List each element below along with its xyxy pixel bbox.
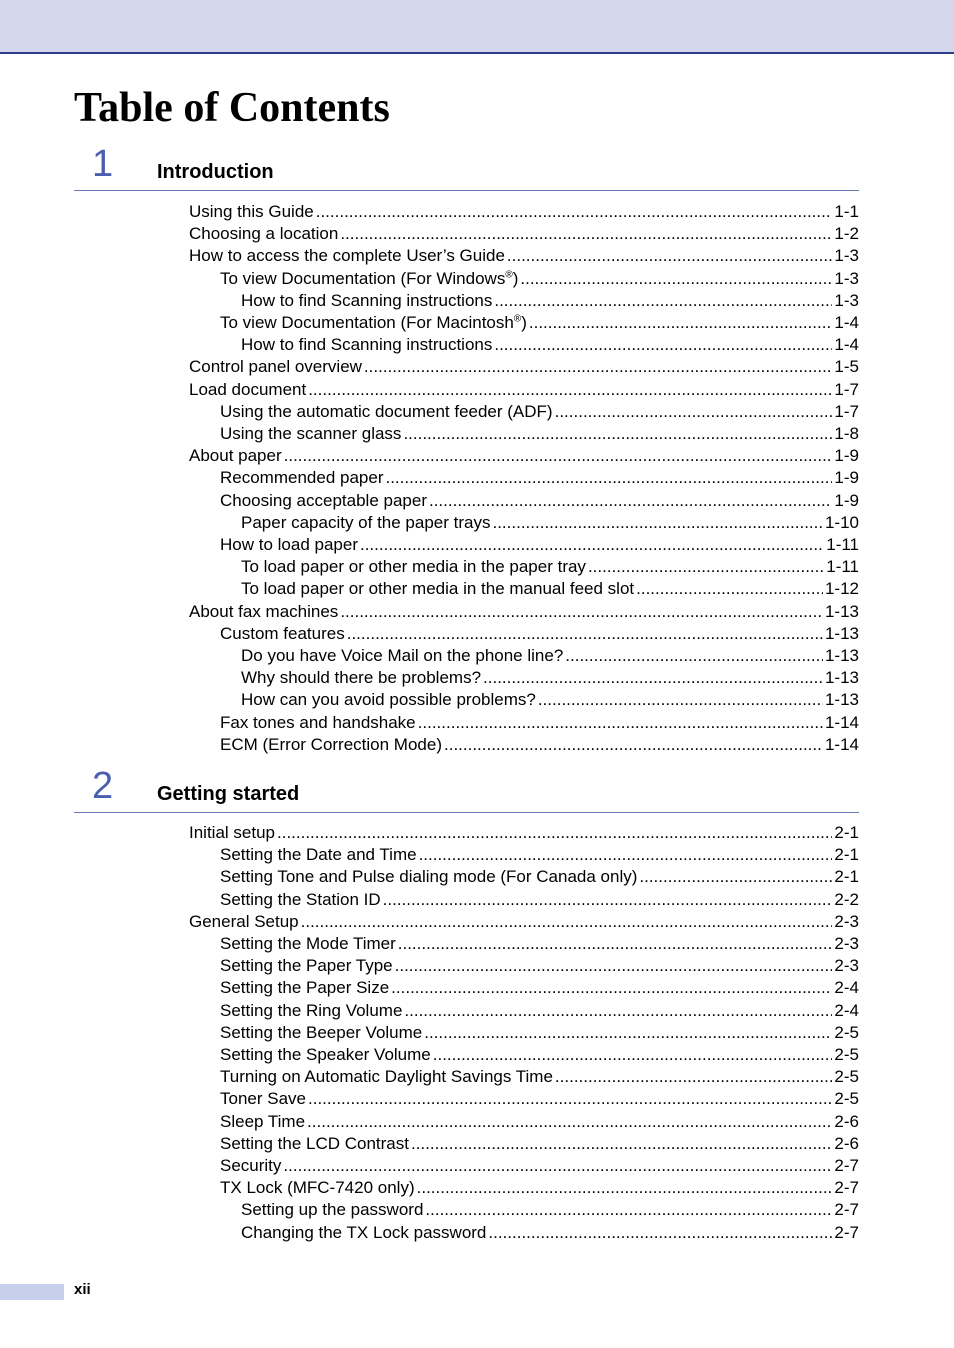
header-band	[0, 0, 954, 54]
toc-entry-title	[220, 866, 637, 888]
toc-entry[interactable]	[220, 889, 859, 911]
toc-entry[interactable]	[189, 379, 859, 401]
dot-leader	[507, 245, 833, 267]
dot-leader	[483, 667, 823, 689]
toc-entry-title	[220, 490, 427, 512]
toc-entry[interactable]	[220, 1133, 859, 1155]
toc-entry-page: 1-9	[834, 490, 859, 510]
toc-entry[interactable]	[220, 1177, 859, 1199]
toc-entry-text: Using the automatic document feeder (ADF)	[220, 401, 553, 421]
toc-entry-title	[220, 312, 527, 334]
page-number: xii	[74, 1281, 91, 1298]
toc-entry-title	[220, 1044, 431, 1066]
toc-entry-title	[220, 1022, 422, 1044]
toc-entry-page: 2-5	[834, 1045, 859, 1064]
toc-entry-text-tail: )	[512, 268, 519, 288]
toc-entry[interactable]	[241, 689, 859, 711]
toc-entry[interactable]	[220, 1088, 859, 1110]
toc-entry-text: Setting Tone and Pulse dialing mode (For Canada only)	[220, 867, 638, 887]
toc-entry-page: 1-11	[826, 535, 859, 554]
toc-entry-title	[220, 423, 401, 445]
toc-entry-text: Changing the TX Lock password	[241, 1222, 487, 1242]
toc-entry-title	[189, 445, 282, 467]
toc-entry-page: 1-1	[834, 202, 859, 221]
toc-entry-title	[220, 712, 416, 734]
toc-entry-text: Choosing a location	[189, 224, 339, 244]
toc-entry-title	[189, 379, 306, 401]
dot-leader	[555, 1066, 833, 1088]
toc-entry-page: 2-5	[834, 1089, 859, 1109]
chapter-number: 1	[92, 143, 114, 185]
toc-entry[interactable]	[220, 1022, 859, 1044]
toc-entry-text: Setting the Ring Volume	[220, 1000, 403, 1020]
toc-entry-page: 1-7	[834, 401, 859, 421]
toc-entry-page: 1-2	[834, 224, 859, 244]
dot-leader	[360, 534, 824, 556]
toc-entry-page: 1-3	[834, 290, 859, 310]
dot-leader	[492, 512, 822, 534]
toc-entry[interactable]	[220, 423, 859, 445]
dot-leader	[340, 223, 832, 245]
toc-entry-text: Setting the Paper Type	[220, 956, 393, 976]
toc-entry[interactable]	[220, 933, 859, 955]
toc-entry-page: 1-11	[826, 557, 859, 577]
toc-entry-title	[220, 1133, 409, 1155]
toc-entry-page: 2-5	[834, 1022, 859, 1042]
toc-entry-title	[241, 578, 634, 600]
toc-entry-page: 2-1	[834, 845, 859, 865]
toc-entry-text: Sleep Time	[220, 1111, 306, 1131]
toc-entry[interactable]	[220, 712, 859, 734]
toc-entry-text: To load paper or other media in the manual feed slot	[241, 579, 635, 599]
dot-leader	[383, 889, 833, 911]
dot-leader	[433, 1044, 833, 1066]
chapter-title: Getting started	[157, 783, 300, 805]
toc-entry[interactable]	[241, 290, 859, 312]
toc-entry-text: How to access the complete User’s Guide	[189, 246, 505, 266]
toc-entry-page: 2-4	[834, 1000, 859, 1020]
toc-entry-title	[241, 290, 492, 312]
toc-entry-text: Setting the Beeper Volume	[220, 1022, 423, 1042]
toc-entry[interactable]	[220, 1111, 859, 1133]
toc-entry-page: 1-14	[824, 734, 859, 754]
toc-entry[interactable]	[220, 734, 859, 756]
dot-leader	[404, 1000, 832, 1022]
toc-entry-title	[220, 1177, 415, 1199]
toc-entry-text: Initial setup	[189, 823, 275, 842]
dot-leader	[636, 578, 823, 600]
toc-entry-title	[189, 201, 314, 223]
dot-leader	[347, 623, 823, 645]
dot-leader	[419, 844, 833, 866]
toc-entry-title	[241, 667, 481, 689]
registered-mark: ®	[513, 313, 522, 325]
toc-entry-page: 1-13	[824, 668, 859, 688]
toc-entry-page: 1-10	[824, 512, 859, 532]
toc-entry[interactable]	[220, 977, 859, 999]
dot-leader	[424, 1022, 832, 1044]
toc-entry-text-tail: )	[521, 313, 527, 332]
toc-entry-text: To view Documentation (For Macintosh	[220, 313, 514, 332]
toc-entry-page: 2-6	[834, 1111, 859, 1131]
toc-entry-text: Do you have Voice Mail on the phone line?	[241, 646, 564, 665]
toc-entry-text: Load document	[189, 379, 307, 399]
dot-leader	[284, 445, 833, 467]
toc-entry-text: General Setup	[189, 911, 299, 931]
dot-leader	[403, 423, 832, 445]
dot-leader	[494, 290, 832, 312]
toc-entry[interactable]	[220, 1066, 859, 1088]
toc-entry-title	[220, 467, 383, 489]
toc-entry-page: 1-3	[834, 246, 859, 266]
toc-entry-page: 2-3	[834, 956, 859, 976]
toc-entry[interactable]	[220, 1044, 859, 1066]
toc-entry-text: Setting the LCD Contrast	[220, 1133, 409, 1153]
toc-entry-title	[241, 1199, 423, 1221]
toc-entry[interactable]	[241, 578, 859, 600]
footer-band	[0, 1284, 64, 1300]
toc-entry[interactable]	[241, 1222, 859, 1244]
toc-entry-text: Setting the Date and Time	[220, 845, 417, 865]
toc-entry-page: 1-4	[834, 313, 859, 332]
dot-leader	[555, 401, 833, 423]
toc-entry-title	[220, 623, 345, 645]
dot-leader	[417, 1177, 833, 1199]
page-title: Table of Contents	[74, 85, 390, 131]
toc-entry-title	[220, 401, 553, 423]
toc-entry-text: How can you avoid possible problems?	[241, 690, 536, 710]
toc-entry[interactable]	[189, 601, 859, 623]
toc-entry-page: 2-6	[834, 1133, 859, 1153]
toc-entry-title	[220, 1066, 553, 1088]
dot-leader	[301, 911, 833, 933]
toc-entry-page: 1-9	[834, 446, 859, 466]
toc-entry-text: Using this Guide	[189, 202, 314, 221]
dot-leader	[391, 977, 832, 999]
dot-leader	[340, 601, 823, 623]
toc-entry-text: Paper capacity of the paper trays	[241, 512, 491, 532]
toc-entry-page: 2-5	[834, 1067, 859, 1087]
toc-entry[interactable]	[189, 445, 859, 467]
dot-leader	[385, 467, 832, 489]
toc-entry-title	[189, 245, 505, 267]
toc-entry[interactable]	[220, 866, 859, 888]
toc-entry[interactable]	[220, 1000, 859, 1022]
toc-entry-page: 1-9	[834, 468, 859, 488]
toc-entry-page: 2-7	[834, 1156, 859, 1175]
toc-entry-title	[241, 689, 536, 711]
toc-entry-page: 2-7	[834, 1178, 859, 1198]
toc-entry-title	[220, 955, 393, 977]
toc-entry-text: To view Documentation (For Windows	[220, 268, 506, 288]
dot-leader	[411, 1133, 832, 1155]
toc-entry-text: Using the scanner glass	[220, 424, 402, 443]
toc-entry-page: 1-7	[834, 379, 859, 399]
toc-entry-text: Security	[220, 1156, 282, 1175]
dot-leader	[429, 490, 832, 512]
toc-entry-title	[220, 1155, 281, 1177]
toc-entry[interactable]	[189, 223, 859, 245]
toc-entry-title	[189, 601, 338, 623]
toc-entry[interactable]	[220, 490, 859, 512]
toc-entry-text: TX Lock (MFC-7420 only)	[220, 1178, 415, 1198]
toc-entry-title	[189, 911, 299, 933]
dot-leader	[308, 379, 832, 401]
toc-entry-title	[220, 933, 396, 955]
dot-leader	[316, 201, 833, 223]
toc-entry[interactable]	[220, 312, 859, 334]
toc-entry-title	[220, 977, 389, 999]
toc-entry[interactable]	[220, 955, 859, 977]
dot-leader	[494, 334, 832, 356]
dot-leader	[588, 556, 824, 578]
toc-entry-text: Setting the Station ID	[220, 889, 381, 909]
dot-leader	[364, 356, 833, 378]
toc-entry-text: ECM (Error Correction Mode)	[220, 734, 442, 754]
toc-entry-text: About fax machines	[189, 601, 339, 621]
toc-entry-page: 2-1	[834, 867, 859, 887]
toc-entry-text: How to find Scanning instructions	[241, 335, 493, 355]
dot-leader	[565, 645, 823, 667]
toc-entry-page: 1-4	[834, 335, 859, 355]
toc-entry-title	[189, 356, 362, 378]
dot-leader	[529, 312, 833, 334]
toc-entry-text: Control panel overview	[189, 357, 362, 377]
toc-entry-title	[220, 844, 417, 866]
toc-entry-title	[189, 822, 275, 844]
toc-entry[interactable]	[220, 1155, 859, 1177]
toc-entry[interactable]	[241, 512, 859, 534]
toc-entry[interactable]	[189, 201, 859, 223]
chapter-title: Introduction	[157, 161, 274, 183]
chapter-number: 2	[92, 765, 114, 807]
dot-leader	[418, 712, 823, 734]
toc-entry-page: 2-2	[834, 889, 859, 909]
dot-leader	[308, 1088, 832, 1110]
dot-leader	[398, 933, 833, 955]
toc-entry-text: Choosing acceptable paper	[220, 490, 427, 510]
toc-entry-page: 1-12	[824, 579, 859, 599]
toc-entry-page: 1-13	[824, 623, 859, 643]
toc-entry-title	[189, 223, 338, 245]
chapter-heading	[74, 765, 859, 813]
toc-entry-page: 2-3	[834, 911, 859, 931]
toc-entry-title	[220, 1000, 402, 1022]
toc-entry-text: Why should there be problems?	[241, 668, 482, 688]
dot-leader	[520, 268, 832, 290]
toc-entry-title	[220, 268, 518, 290]
toc-entry[interactable]	[189, 911, 859, 933]
toc-entry-text: Setting the Speaker Volume	[220, 1045, 431, 1064]
toc-entry[interactable]	[241, 1199, 859, 1221]
toc-entry-page: 1-3	[834, 268, 859, 288]
dot-leader	[538, 689, 823, 711]
dot-leader	[444, 734, 823, 756]
toc-entry[interactable]	[241, 556, 859, 578]
toc-entry-text: How to load paper	[220, 535, 358, 554]
toc-entry[interactable]	[241, 667, 859, 689]
dot-leader	[639, 866, 832, 888]
dot-leader	[307, 1111, 832, 1133]
toc-entry-page: 2-1	[834, 823, 859, 842]
toc-entry-text: How to find Scanning instructions	[241, 290, 493, 310]
toc-entry-page: 1-8	[834, 424, 859, 443]
toc-entry-title	[220, 1088, 306, 1110]
toc-entry-page: 1-13	[824, 601, 859, 621]
toc-entry-text: Setting the Mode Timer	[220, 934, 396, 953]
toc-entry[interactable]	[220, 623, 859, 645]
toc-entry[interactable]	[189, 822, 859, 844]
dot-leader	[283, 1155, 832, 1177]
toc-entry-title	[241, 645, 563, 667]
toc-entry-text: Toner Save	[220, 1089, 306, 1109]
toc-entry-text: Setting the Paper Size	[220, 978, 390, 998]
toc-entry-page: 2-4	[834, 978, 859, 998]
toc-entry-text: To load paper or other media in the paper tray	[241, 557, 586, 577]
toc-entry-page: 1-13	[824, 690, 859, 710]
toc-entry[interactable]	[241, 334, 859, 356]
toc-entry-title	[220, 1111, 305, 1133]
toc-entry[interactable]	[241, 645, 859, 667]
toc-entry[interactable]	[220, 844, 859, 866]
toc-entry-title	[241, 556, 586, 578]
chapter-heading	[74, 143, 859, 191]
toc-entry[interactable]	[220, 401, 859, 423]
toc-entry-title	[241, 334, 492, 356]
dot-leader	[277, 822, 832, 844]
toc-entry-page: 1-14	[824, 712, 859, 732]
toc-entry-page: 2-7	[834, 1222, 859, 1242]
toc-entry[interactable]	[189, 356, 859, 378]
toc-entry-title	[220, 734, 442, 756]
toc-entry-page: 2-3	[834, 934, 859, 953]
toc-entry-page: 1-13	[824, 646, 859, 665]
toc-entry[interactable]	[220, 534, 859, 556]
toc-entry-text: Recommended paper	[220, 468, 384, 488]
toc-entry-title	[220, 534, 358, 556]
registered-mark: ®	[505, 268, 513, 280]
toc-entry-page: 2-7	[834, 1200, 859, 1220]
toc-entry-text: About paper	[189, 446, 282, 466]
toc-entry-title	[220, 889, 381, 911]
toc-entry-text: Fax tones and handshake	[220, 712, 416, 732]
dot-leader	[395, 955, 833, 977]
toc-entry[interactable]	[189, 245, 859, 267]
dot-leader	[425, 1199, 832, 1221]
toc-entry-text: Setting up the password	[241, 1200, 424, 1220]
toc-entry-title	[241, 1222, 486, 1244]
toc-entry-text: Custom features	[220, 623, 345, 643]
toc-entry-text: Turning on Automatic Daylight Savings Time	[220, 1067, 553, 1087]
toc-entry[interactable]	[220, 268, 859, 290]
toc-entry[interactable]	[220, 467, 859, 489]
toc-entry-page: 1-5	[834, 357, 859, 377]
dot-leader	[488, 1222, 832, 1244]
toc-entry-title	[241, 512, 490, 534]
